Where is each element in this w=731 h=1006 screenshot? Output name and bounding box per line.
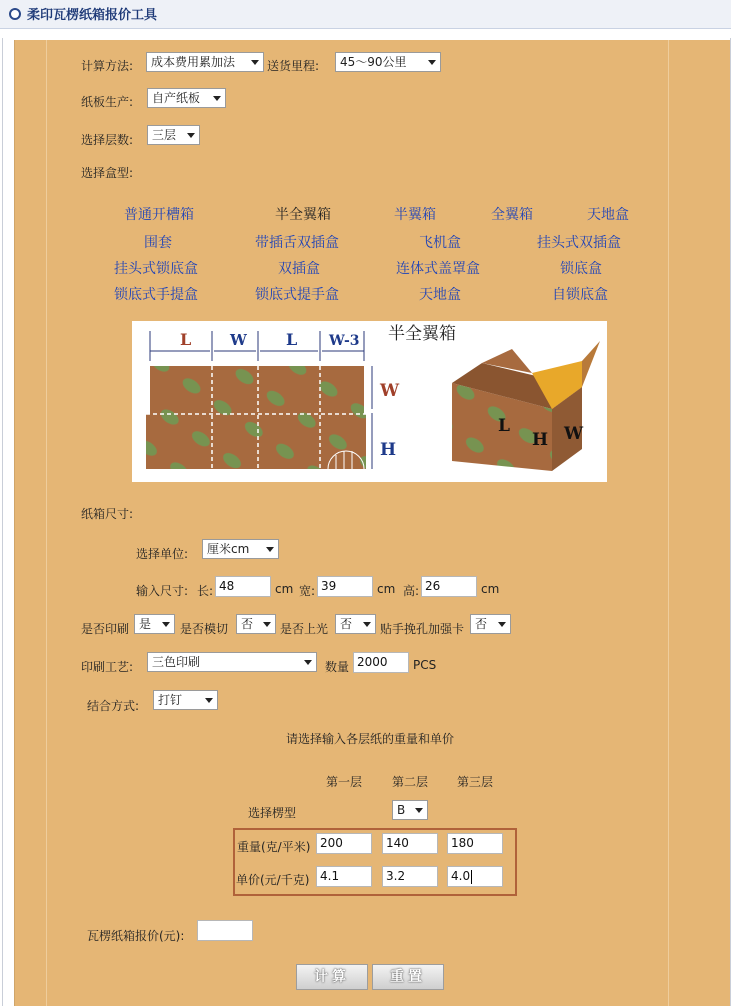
chevron-down-icon xyxy=(213,96,221,101)
handle-card-label: 贴手挽孔加强卡 xyxy=(380,622,465,636)
quantity-label: 数量 xyxy=(325,660,350,674)
chevron-down-icon xyxy=(205,698,213,703)
distance-select[interactable] xyxy=(335,52,441,72)
flute-select[interactable] xyxy=(392,800,428,820)
weight-input-layer-1[interactable]: 200 xyxy=(316,833,372,854)
box-type-link[interactable]: 天地盒 xyxy=(587,207,629,223)
length-unit: cm xyxy=(275,582,294,596)
guide-line-right xyxy=(668,40,669,1006)
box-type-link-selected[interactable]: 半全翼箱 xyxy=(275,207,331,223)
width-input[interactable]: 39 xyxy=(317,576,373,597)
chevron-down-icon xyxy=(304,660,312,665)
page-title: 柔印瓦楞纸箱报价工具 xyxy=(27,8,158,23)
chevron-down-icon xyxy=(415,808,423,813)
box-diagram-svg xyxy=(132,321,607,482)
box-type-link[interactable]: 连体式盖罩盒 xyxy=(396,261,480,277)
width-label: 宽: xyxy=(299,584,316,598)
box-type-link[interactable]: 锁底盒 xyxy=(560,261,602,277)
box-type-link[interactable]: 锁底式提手盒 xyxy=(255,287,339,303)
layer-header-3: 第三层 xyxy=(457,775,494,789)
distance-label: 送货里程: xyxy=(267,59,320,73)
unit-label: 选择单位: xyxy=(136,547,189,561)
distance-value: 45～90公里 xyxy=(340,55,407,69)
guide-line-left xyxy=(46,40,47,1006)
width-unit: cm xyxy=(377,582,396,596)
box-type-label: 选择盒型: xyxy=(81,166,134,180)
box-type-link[interactable]: 带插舌双插盒 xyxy=(255,235,339,251)
flute-label: 选择楞型 xyxy=(248,806,297,820)
binding-select[interactable] xyxy=(153,690,218,710)
chevron-down-icon xyxy=(263,622,271,627)
length-input[interactable]: 48 xyxy=(215,576,271,597)
board-production-select[interactable] xyxy=(147,88,226,108)
layers-select[interactable] xyxy=(147,125,200,145)
calc-method-value: 成本费用累加法 xyxy=(151,55,236,69)
box-type-link[interactable]: 半翼箱 xyxy=(394,207,436,223)
title-bullet-icon xyxy=(9,8,21,20)
dim-label-l2: L xyxy=(286,330,298,349)
print-label: 是否印刷 xyxy=(81,622,130,636)
box-type-link[interactable]: 挂头式锁底盒 xyxy=(114,261,198,277)
box-letter-w: W xyxy=(564,424,584,444)
gloss-label: 是否上光 xyxy=(280,622,329,636)
board-production-value: 自产纸板 xyxy=(152,91,201,105)
die-cut-value: 否 xyxy=(241,617,254,631)
flute-value: B xyxy=(397,803,406,817)
unit-select[interactable] xyxy=(202,539,279,559)
chevron-down-icon xyxy=(363,622,371,627)
box-diagram xyxy=(132,321,607,482)
dim-label-w3: W-3 xyxy=(329,333,360,349)
box-type-link[interactable]: 天地盒 xyxy=(419,287,461,303)
weight-input-layer-2[interactable]: 140 xyxy=(382,833,438,854)
dim-label-w-side: W xyxy=(380,381,400,401)
box-type-link[interactable]: 全翼箱 xyxy=(491,207,533,223)
quantity-input[interactable]: 2000 xyxy=(353,652,409,673)
dim-label-l1: L xyxy=(180,330,192,349)
gloss-value: 否 xyxy=(340,617,353,631)
calc-method-label: 计算方法: xyxy=(81,59,134,73)
price-input-layer-2[interactable]: 3.2 xyxy=(382,866,438,887)
chevron-down-icon xyxy=(162,622,170,627)
binding-label: 结合方式: xyxy=(87,699,140,713)
chevron-down-icon xyxy=(428,60,436,65)
height-label: 高: xyxy=(403,584,420,598)
layer-header-2: 第二层 xyxy=(392,775,429,789)
board-production-label: 纸板生产: xyxy=(81,95,134,109)
calculate-button[interactable]: 计算 xyxy=(296,964,368,990)
quote-label: 瓦楞纸箱报价(元): xyxy=(87,929,185,943)
layers-value: 三层 xyxy=(152,128,177,142)
chevron-down-icon xyxy=(187,133,195,138)
price-label: 单价(元/千克) xyxy=(236,873,310,887)
paper-prompt: 请选择输入各层纸的重量和单价 xyxy=(286,732,455,746)
handle-card-value: 否 xyxy=(475,617,488,631)
height-input[interactable]: 26 xyxy=(421,576,477,597)
gloss-select[interactable] xyxy=(335,614,376,634)
box-letter-h: H xyxy=(532,430,549,450)
size-section-label: 纸箱尺寸: xyxy=(81,507,134,521)
text-caret xyxy=(471,870,472,884)
handle-card-select[interactable] xyxy=(470,614,511,634)
box-type-link[interactable]: 普通开槽箱 xyxy=(124,207,194,223)
quote-output[interactable] xyxy=(197,920,253,941)
print-value: 是 xyxy=(139,617,152,631)
layer-header-1: 第一层 xyxy=(326,775,363,789)
box-type-link[interactable]: 飞机盒 xyxy=(419,235,461,251)
die-cut-select[interactable] xyxy=(236,614,276,634)
box-type-link[interactable]: 锁底式手提盒 xyxy=(114,287,198,303)
diagram-title: 半全翼箱 xyxy=(388,324,456,344)
size-input-label: 输入尺寸: xyxy=(136,584,189,598)
box-type-link[interactable]: 挂头式双插盒 xyxy=(537,235,621,251)
die-cut-label: 是否模切 xyxy=(180,622,229,636)
print-process-value: 三色印刷 xyxy=(152,655,201,669)
print-process-label: 印刷工艺: xyxy=(81,660,134,674)
height-unit: cm xyxy=(481,582,500,596)
print-process-select[interactable] xyxy=(147,652,317,672)
print-select[interactable] xyxy=(134,614,175,634)
dim-label-w1: W xyxy=(230,331,247,349)
layers-label: 选择层数: xyxy=(81,133,134,147)
title-bar xyxy=(0,0,731,29)
dim-label-h-side: H xyxy=(380,440,397,460)
box-type-link[interactable]: 围套 xyxy=(144,235,172,251)
weight-input-layer-3[interactable]: 180 xyxy=(447,833,503,854)
length-label: 长: xyxy=(197,584,214,598)
reset-button[interactable]: 重置 xyxy=(372,964,444,990)
price-input-layer-3-value: 4.0 xyxy=(451,869,471,883)
unit-value: 厘米cm xyxy=(207,542,250,556)
chevron-down-icon xyxy=(498,622,506,627)
calc-method-select[interactable] xyxy=(146,52,264,72)
quantity-unit: PCS xyxy=(413,658,437,672)
chevron-down-icon xyxy=(251,60,259,65)
price-input-layer-3[interactable] xyxy=(447,866,503,887)
box-type-link[interactable]: 自锁底盒 xyxy=(552,287,608,303)
price-input-layer-1[interactable]: 4.1 xyxy=(316,866,372,887)
weight-label: 重量(克/平米) xyxy=(237,840,311,854)
chevron-down-icon xyxy=(266,547,274,552)
binding-value: 打钉 xyxy=(158,693,183,707)
box-letter-l: L xyxy=(498,416,510,436)
box-type-link[interactable]: 双插盒 xyxy=(278,261,320,277)
